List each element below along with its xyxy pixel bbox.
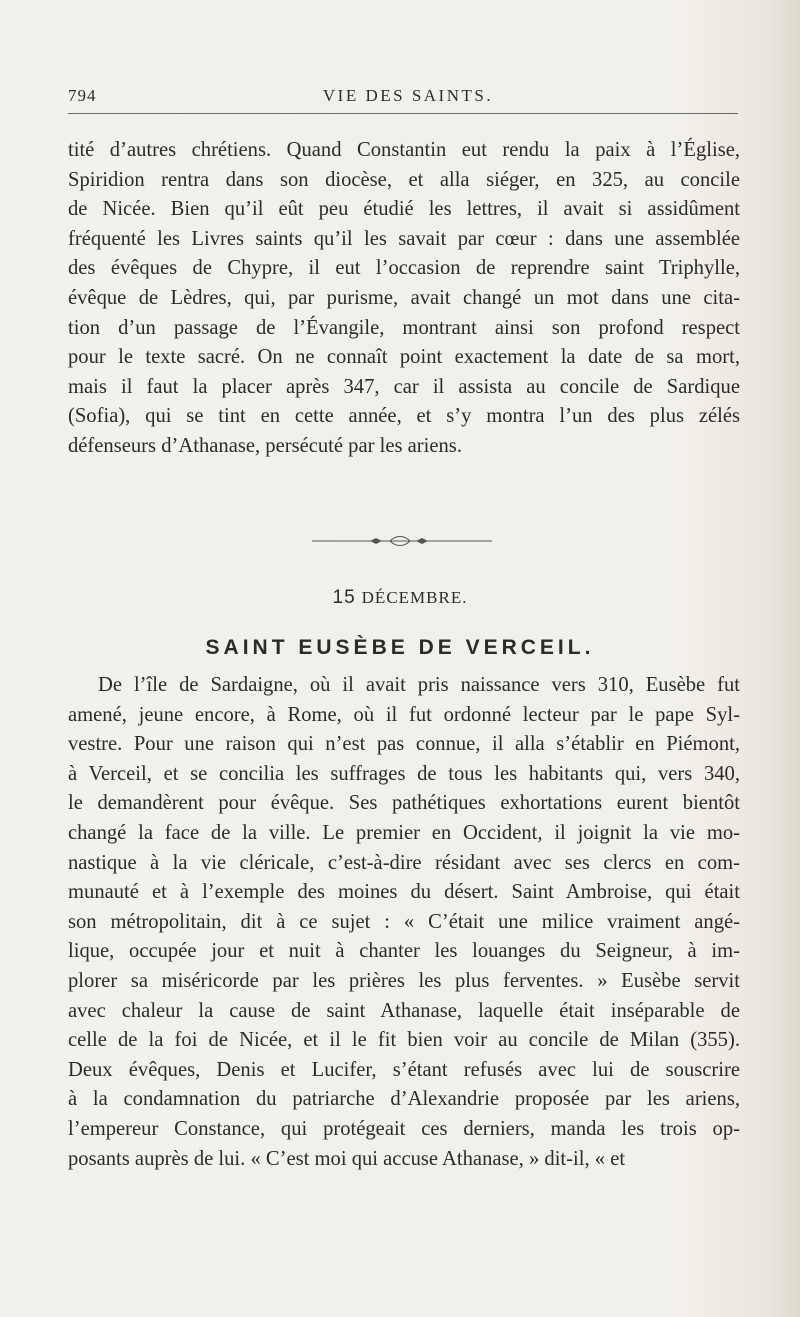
text-line: munauté et à l’exemple des moines du désert. Saint Ambroise, qui était xyxy=(68,881,740,904)
running-title: VIE DES SAINTS. xyxy=(322,86,494,105)
text-line: à Verceil, et se concilia les suffrages de tous les habitants qui, vers 340, xyxy=(68,762,740,785)
text-line: tion d’un passage de l’Évangile, montrant ainsi son profond respect xyxy=(68,316,740,339)
text-line: plorer sa miséricorde par les prières les plus ferventes. » Eusèbe servit xyxy=(68,969,740,992)
text-line: celle de la foi de Nicée, et il le fit bien voir au concile de Milan (355). xyxy=(68,1029,740,1052)
text-line: nastique à la vie cléricale, c’est-à-dire résidant avec ses clercs en com- xyxy=(68,851,740,874)
text-line: avec chaleur la cause de saint Athanase, laquelle était inséparable de xyxy=(68,999,740,1022)
section-ornament xyxy=(312,535,492,547)
text-line: pour le texte sacré. On ne connaît point exactement la date de sa mort, xyxy=(68,346,740,369)
date-day: 15 xyxy=(332,587,356,608)
text-line: amené, jeune encore, à Rome, où il fut ordonné lecteur par le pape Syl- xyxy=(68,703,740,726)
text-line: défenseurs d’Athanase, persécuté par les ariens. xyxy=(68,434,462,457)
text-line: Deux évêques, Denis et Lucifer, s’étant refusés avec lui de souscrire xyxy=(68,1058,740,1081)
text-line: à la condamnation du patriarche d’Alexandrie proposée par les ariens, xyxy=(68,1088,740,1111)
date-month: DÉCEMBRE. xyxy=(361,588,468,607)
text-line: mais il faut la placer après 347, car il assista au concile de Sardique xyxy=(68,375,740,398)
body-paragraph xyxy=(68,671,740,1174)
text-line: fréquenté les Livres saints qu’il les savait par cœur : dans une assemblée xyxy=(68,227,740,250)
header-rule xyxy=(68,113,738,114)
text-line: changé la face de la ville. Le premier en Occident, il joignit la vie mo- xyxy=(68,821,740,844)
top-paragraph xyxy=(68,136,740,462)
text-line: (Sofia), qui se tint en cette année, et s’y montra l’un des plus zélés xyxy=(68,405,740,428)
text-line: de Nicée. Bien qu’il eût peu étudié les lettres, il avait si assidûment xyxy=(68,198,740,221)
text-line: son métropolitain, dit à ce sujet : « C’était une milice vraiment angé- xyxy=(68,910,740,933)
text-line: vestre. Pour une raison qui n’est pas connue, il alla s’établir en Piémont, xyxy=(68,733,740,756)
text-line: tité d’autres chrétiens. Quand Constantin eut rendu la paix à l’Église, xyxy=(68,139,740,161)
page-number: 794 xyxy=(68,86,97,105)
text-line: posants auprès de lui. « C’est moi qui accuse Athanase, » dit-il, « et xyxy=(68,1147,626,1170)
text-line: De l’île de Sardaigne, où il avait pris naissance vers 310, Eusèbe fut xyxy=(98,674,740,696)
date-heading xyxy=(0,587,800,609)
saint-title: SAINT EUSÈBE DE VERCEIL. xyxy=(205,636,595,659)
text-line: évêque de Lèdres, qui, par purisme, avait changé un mot dans une cita- xyxy=(68,286,740,309)
page-header xyxy=(68,86,748,110)
text-line: lique, occupée jour et nuit à chanter les louanges du Seigneur, à im- xyxy=(68,940,740,963)
text-line: des évêques de Chypre, il eut l’occasion de reprendre saint Triphylle, xyxy=(68,257,740,280)
text-line: le demandèrent pour évêque. Ses pathétiques exhortations eurent bientôt xyxy=(68,792,740,815)
text-line: Spiridion rentra dans son diocèse, et alla siéger, en 325, au concile xyxy=(68,168,740,191)
text-line: l’empereur Constance, qui protégeait ces derniers, manda les trois op- xyxy=(68,1117,740,1140)
